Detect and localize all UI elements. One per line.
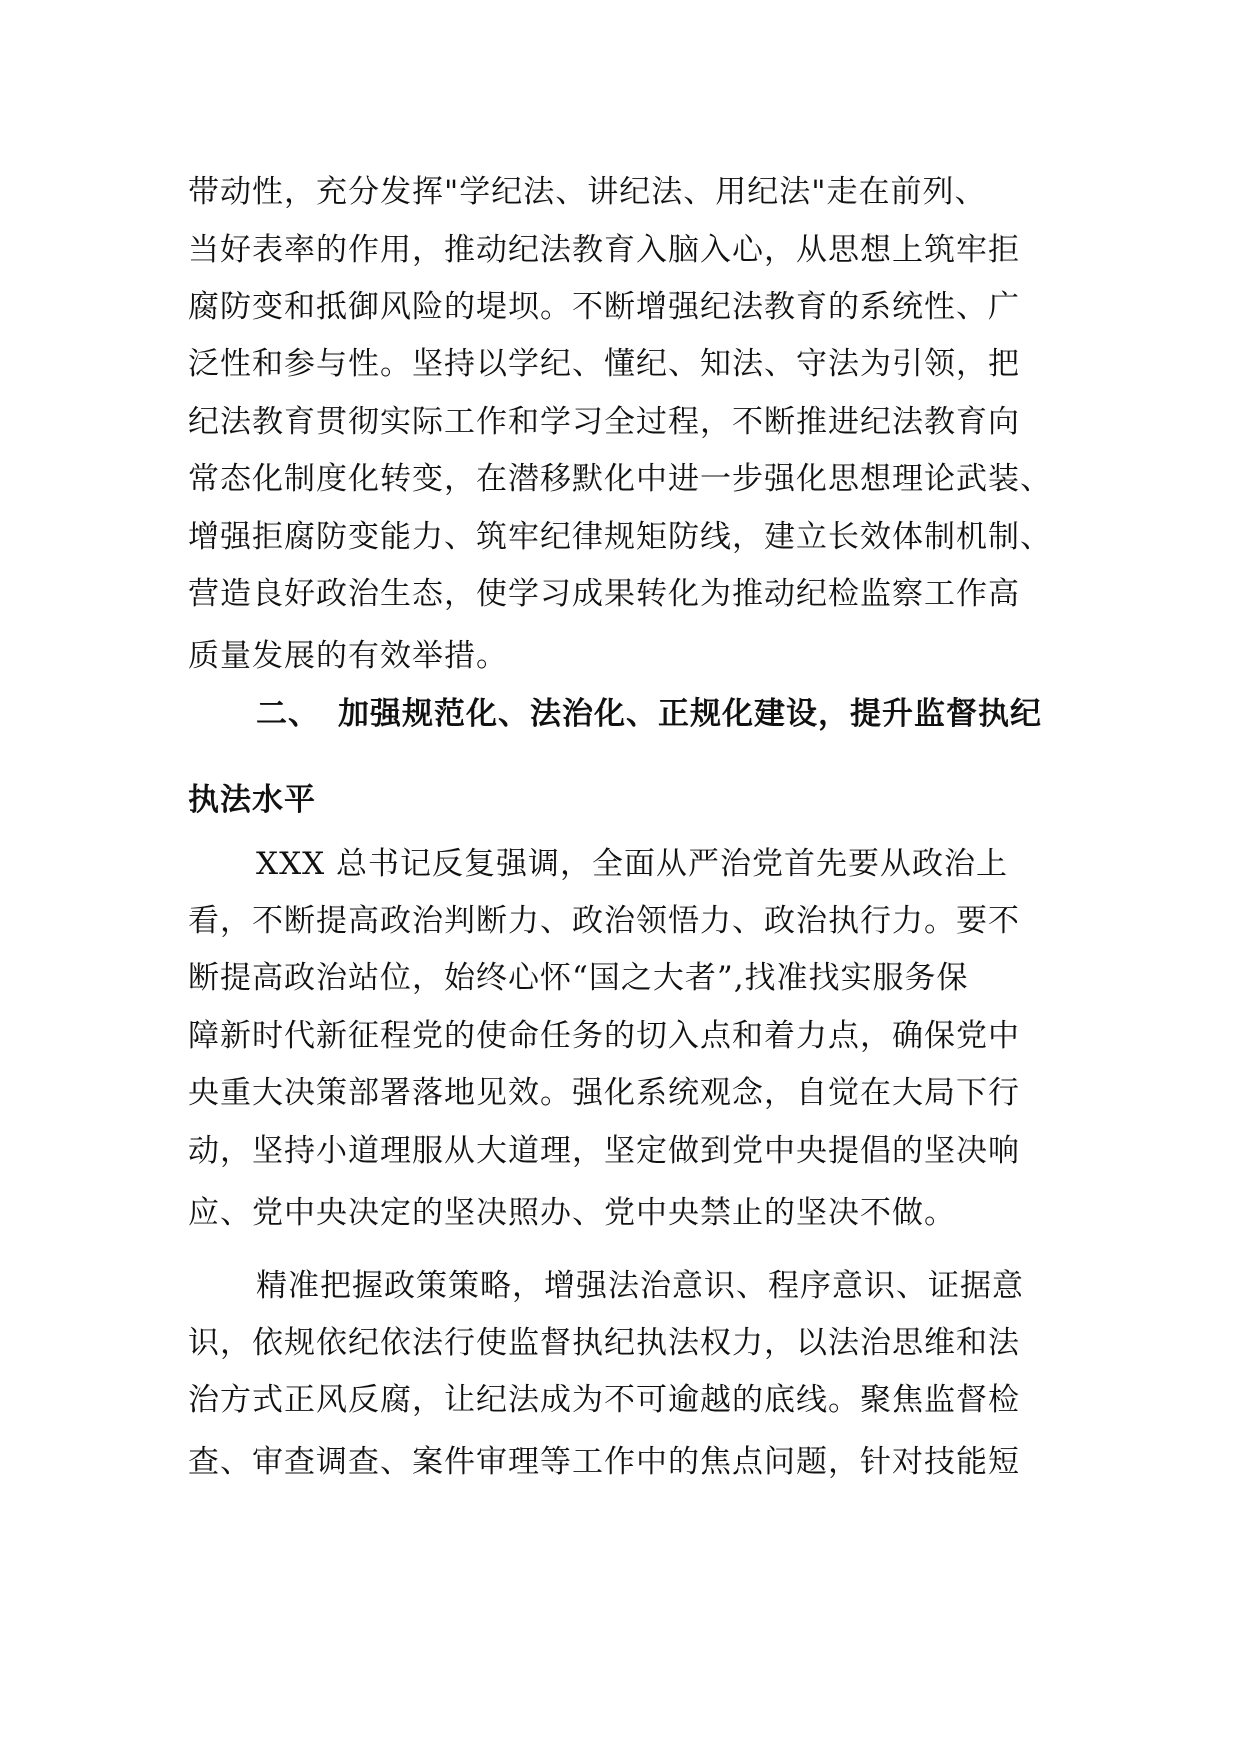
paragraph-1-line-1: 带动性，充分发挥"学纪法、讲纪法、用纪法"走在前列、 xyxy=(188,174,987,210)
paragraph-1-line-4: 泛性和参与性。坚持以学纪、懂纪、知法、守法为引领，把 xyxy=(188,346,1020,382)
paragraph-1-line-6: 常态化制度化转变，在潜移默化中进一步强化思想理论武装、 xyxy=(188,461,1052,497)
section-heading-number: 二、 xyxy=(256,696,320,732)
paragraph-3-line-1: 精准把握政策策略，增强法治意识、程序意识、证据意 xyxy=(256,1268,1024,1304)
paragraph-2-line-5: 央重大决策部署落地见效。强化系统观念，自觉在大局下行 xyxy=(188,1075,1020,1111)
paragraph-2-line-3: 断提高政治站位，始终心怀“国之大者”,找准找实服务保 xyxy=(188,960,969,996)
paragraph-1-line-2: 当好表率的作用，推动纪法教育入脑入心，从思想上筑牢拒 xyxy=(188,232,1020,268)
paragraph-1-line-5: 纪法教育贯彻实际工作和学习全过程，不断推进纪法教育向 xyxy=(188,404,1020,440)
paragraph-2-line-6: 动，坚持小道理服从大道理，坚定做到党中央提倡的坚决响 xyxy=(188,1133,1020,1169)
paragraph-2-line-7: 应、党中央决定的坚决照办、党中央禁止的坚决不做。 xyxy=(188,1195,956,1231)
paragraph-3-line-3: 治方式正风反腐，让纪法成为不可逾越的底线。聚焦监督检 xyxy=(188,1382,1020,1418)
section-heading-text: 加强规范化、法治化、正规化建设，提升监督执纪 xyxy=(338,696,1042,732)
paragraph-3-line-4: 查、审查调查、案件审理等工作中的焦点问题，针对技能短 xyxy=(188,1444,1020,1480)
paragraph-2-line-4: 障新时代新征程党的使命任务的切入点和着力点，确保党中 xyxy=(188,1018,1020,1054)
section-heading-line-1 xyxy=(256,692,1068,736)
paragraph-1-line-3: 腐防变和抵御风险的堤坝。不断增强纪法教育的系统性、广 xyxy=(188,289,1020,325)
paragraph-2-line-1: XXX 总书记反复强调，全面从严治党首先要从政治上 xyxy=(256,846,1009,882)
paragraph-2-line-2: 看，不断提高政治判断力、政治领悟力、政治执行力。要不 xyxy=(188,903,1020,939)
paragraph-1-line-7: 增强拒腐防变能力、筑牢纪律规矩防线，建立长效体制机制、 xyxy=(188,519,1052,555)
paragraph-3-line-2: 识，依规依纪依法行使监督执纪执法权力，以法治思维和法 xyxy=(188,1325,1020,1361)
paragraph-1-line-9: 质量发展的有效举措。 xyxy=(188,638,508,674)
section-heading-line-2: 执法水平 xyxy=(188,782,316,818)
paragraph-1-line-8: 营造良好政治生态，使学习成果转化为推动纪检监察工作高 xyxy=(188,576,1020,612)
